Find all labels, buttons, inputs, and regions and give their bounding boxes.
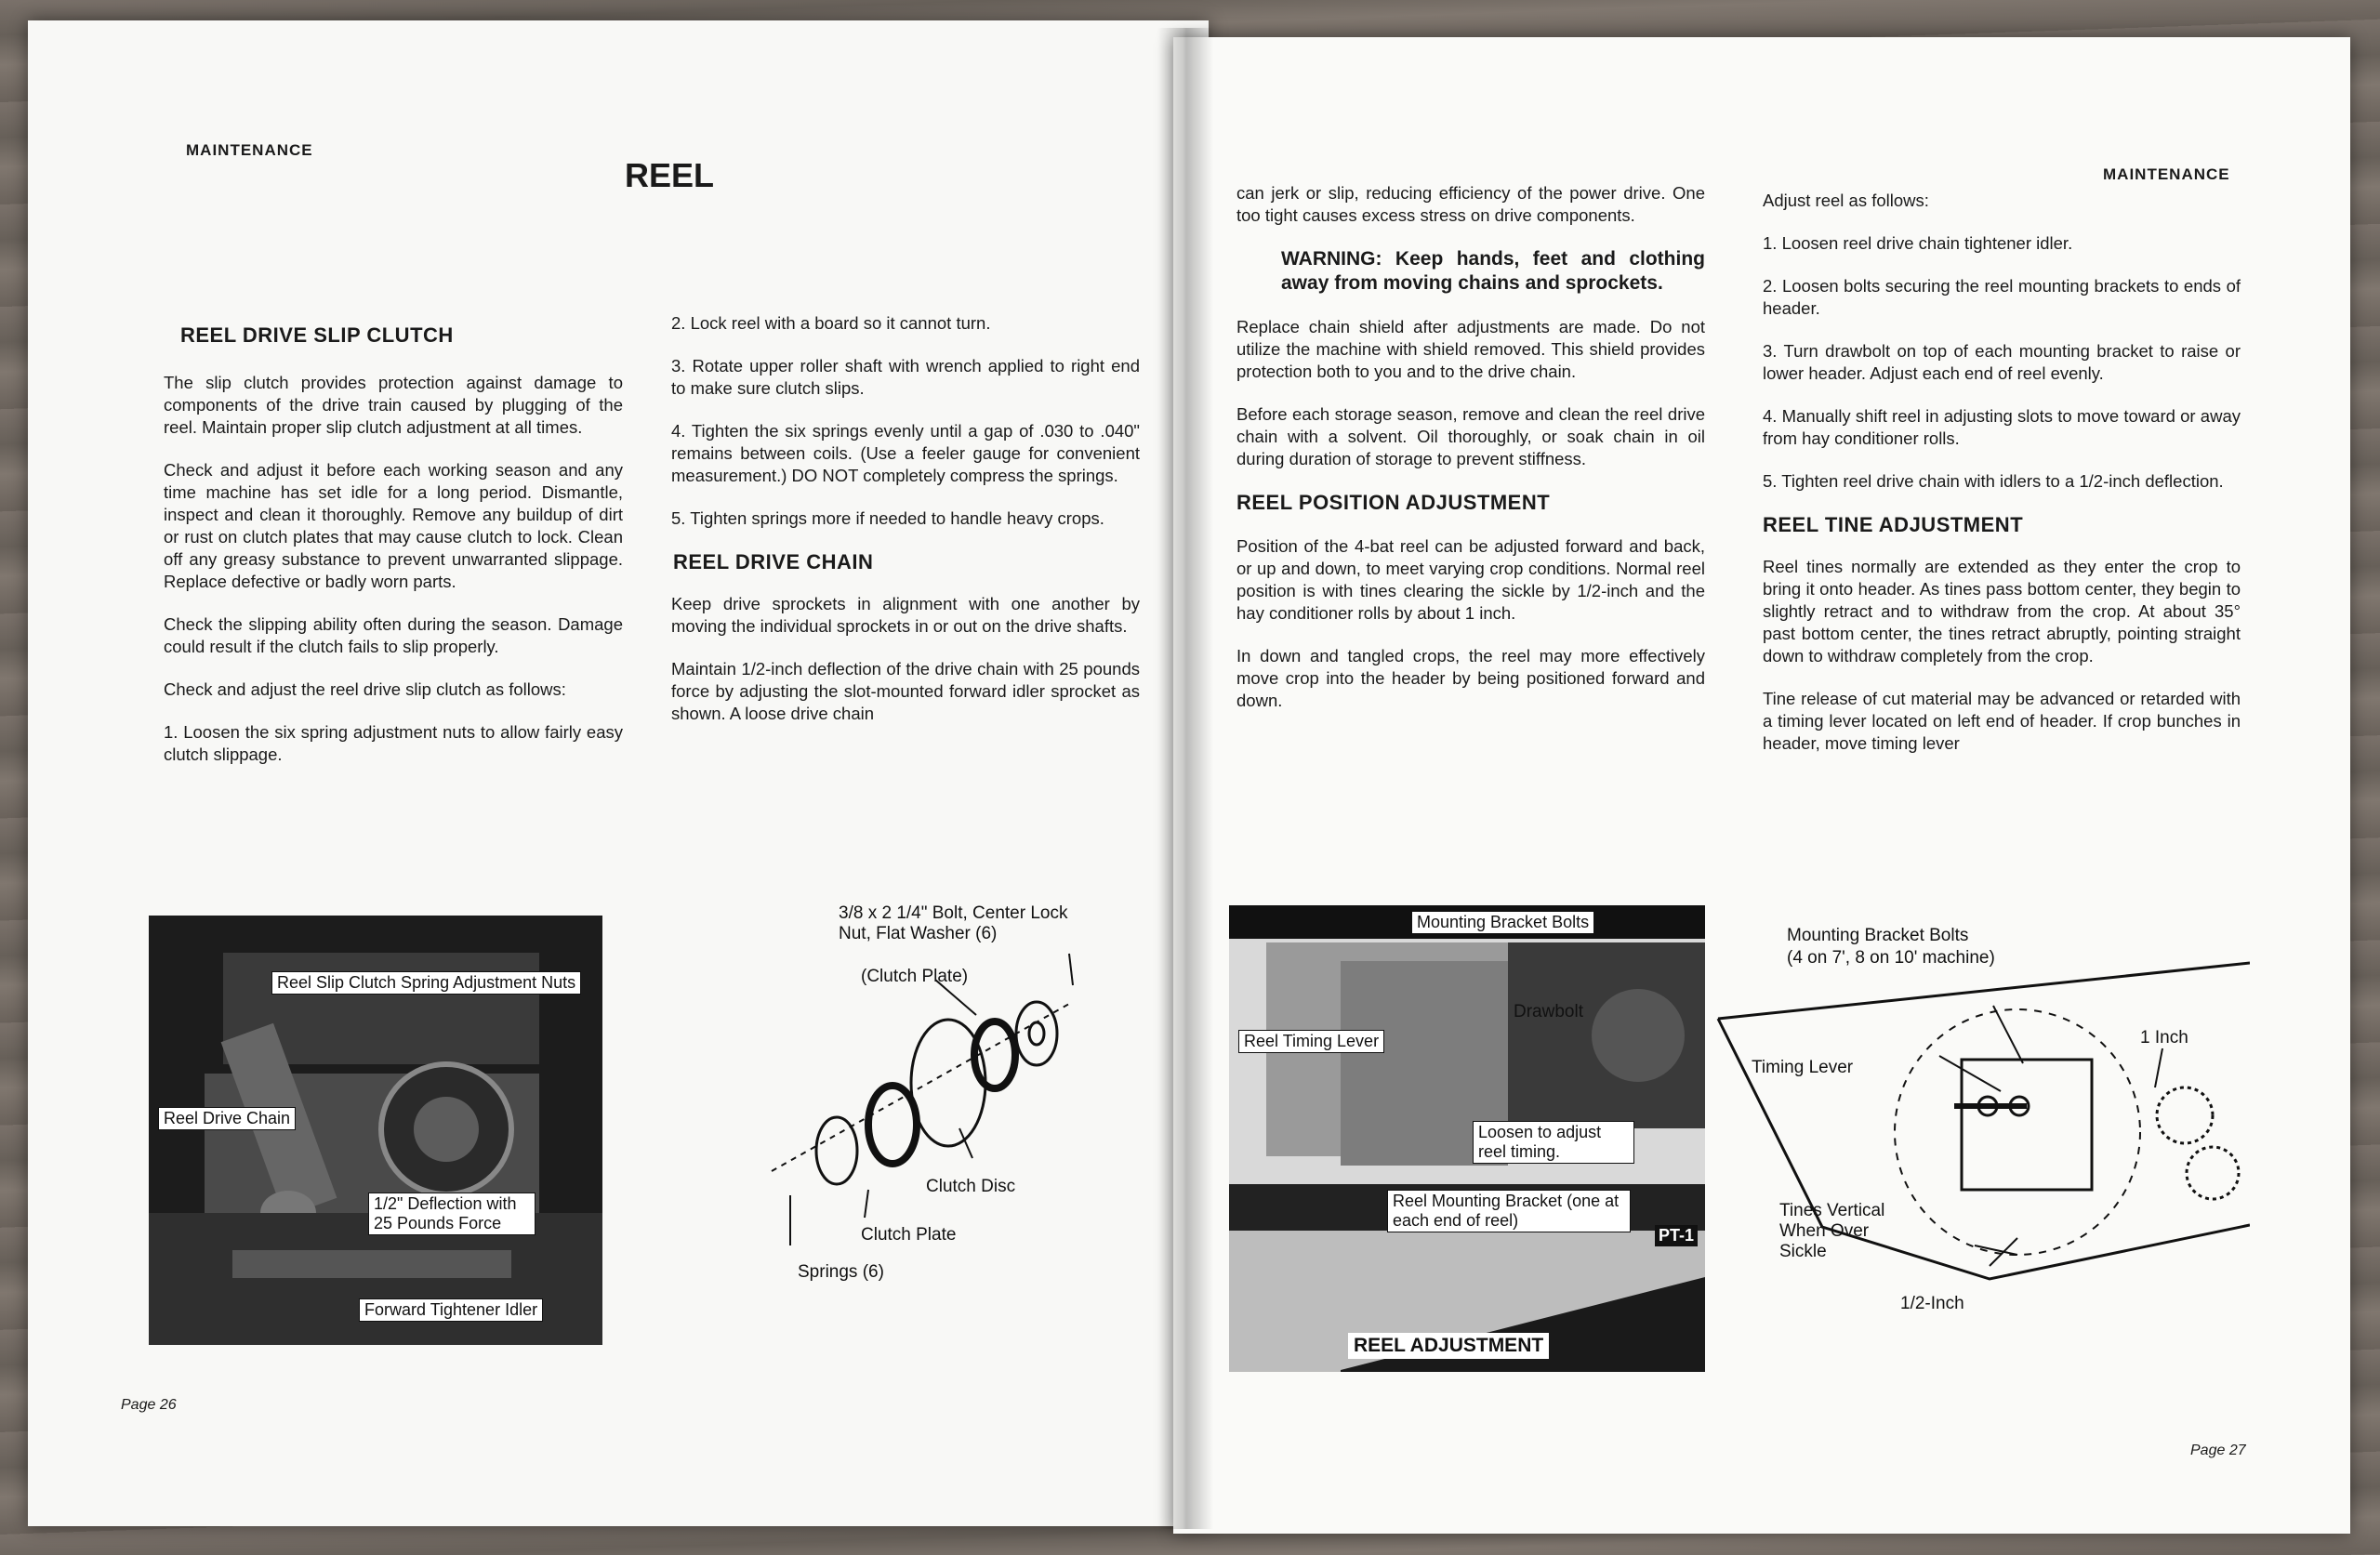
label-deflection: 1/2" Deflection with 25 Pounds Force <box>368 1193 536 1235</box>
right-column-1 <box>1236 182 1705 732</box>
label-one-inch: 1 Inch <box>2140 1028 2188 1048</box>
label-half-inch: 1/2-Inch <box>1900 1294 1964 1313</box>
paragraph: Replace chain shield after adjustments are made. Do not utilize the machine with shield removed. This shield provides protection both to you and to the drive chain. <box>1236 317 1705 381</box>
heading-drive-chain: REEL DRIVE CHAIN <box>673 550 874 573</box>
heading-reel-position: REEL POSITION ADJUSTMENT <box>1236 491 1551 514</box>
label-loosen: Loosen to adjust reel timing. <box>1473 1121 1634 1164</box>
section-label-right: MAINTENANCE <box>2103 165 2230 183</box>
slip-clutch-photo <box>149 916 602 1345</box>
label-mount-bolts-photo: Mounting Bracket Bolts <box>1411 911 1594 934</box>
label-timing-lever-diagram: Timing Lever <box>1752 1058 1854 1077</box>
label-tightener-idler: Forward Tightener Idler <box>359 1298 543 1322</box>
adjust-step-1: 1. Loosen reel drive chain tightener idler. <box>1763 233 2073 253</box>
plate-number: PT-1 <box>1655 1225 1698 1246</box>
warning-text: WARNING: Keep hands, feet and clothing away from moving chains and sprockets. <box>1281 248 1705 294</box>
label-tines-vertical: Tines Vertical When Over Sickle <box>1779 1201 1885 1261</box>
page-title: REEL <box>625 156 715 194</box>
label-mount-bracket: Reel Mounting Bracket (one at each end of reel) <box>1387 1190 1631 1232</box>
page-number-left: Page 26 <box>121 1397 177 1413</box>
step-1: 1. Loosen the six spring adjustment nuts to allow fairly easy clutch slippage. <box>164 722 623 764</box>
label-drive-chain: Reel Drive Chain <box>158 1107 296 1130</box>
heading-slip-clutch: REEL DRIVE SLIP CLUTCH <box>180 323 454 347</box>
adjust-step-4: 4. Manually shift reel in adjusting slots to move toward or away from hay conditioner rolls. <box>1763 406 2241 448</box>
paragraph: can jerk or slip, reducing efficiency of the power drive. One too tight causes excess stress on drive components. <box>1236 183 1705 225</box>
paragraph: Tine release of cut material may be advanced or retarded with a timing lever located on left end of header. If crop bunches in header, move timing lever <box>1763 689 2241 753</box>
page-number-right: Page 27 <box>2190 1443 2246 1458</box>
paragraph: Check the slipping ability often during the season. Damage could result if the clutch fails to slip properly. <box>164 614 623 656</box>
right-column-2 <box>1763 190 2241 775</box>
label-springs: Springs (6) <box>798 1262 884 1282</box>
label-timing-lever-photo: Reel Timing Lever <box>1238 1030 1384 1053</box>
label-mount-bolts-diagram: Mounting Bracket Bolts <box>1787 926 1969 945</box>
paragraph: In down and tangled crops, the reel may more effectively move crop into the header by being positioned forward and down. <box>1236 646 1705 710</box>
left-column-2 <box>671 312 1140 745</box>
step-4: 4. Tighten the six springs evenly until a gap of .030 to .040" remains between coils. (Use a feeler gauge for convenient measurement.) DO NOT completely compress the springs. <box>671 421 1140 485</box>
paragraph: Position of the 4-bat reel can be adjusted forward and back, or up and down, to meet varying crop conditions. Normal reel position is with tines clearing the sickle by 1/2-inch and the hay conditioner rolls by about 1 inch. <box>1236 536 1705 623</box>
label-clutch-plate-top: (Clutch Plate) <box>861 967 969 986</box>
photo-caption: REEL ADJUSTMENT <box>1348 1333 1549 1359</box>
label-drawbolt: Drawbolt <box>1514 1002 1583 1021</box>
heading-reel-tine: REEL TINE ADJUSTMENT <box>1763 513 2024 536</box>
adjust-step-5: 5. Tighten reel drive chain with idlers to a 1/2-inch deflection. <box>1763 471 2224 491</box>
section-label-left: MAINTENANCE <box>186 141 313 159</box>
label-mount-bolts-sub: (4 on 7', 8 on 10' machine) <box>1787 948 1995 968</box>
reel-adjustment-photo <box>1229 905 1705 1372</box>
step-2: 2. Lock reel with a board so it cannot turn. <box>671 313 991 333</box>
step-5: 5. Tighten springs more if needed to handle heavy crops. <box>671 508 1104 528</box>
adjust-step-3: 3. Turn drawbolt on top of each mounting bracket to raise or lower header. Adjust each end of reel evenly. <box>1763 341 2241 383</box>
paragraph: Maintain 1/2-inch deflection of the drive chain with 25 pounds force by adjusting the slot-mounted forward idler sprocket as shown. A loose drive chain <box>671 659 1140 723</box>
step-3: 3. Rotate upper roller shaft with wrench applied to right end to make sure clutch slips. <box>671 356 1140 398</box>
paragraph: Reel tines normally are extended as they enter the crop to bring it onto header. As tines pass bottom center, they begin to slightly retract and to withdraw from the crop. At about 35° past bottom center, the tines retract abruptly, pointing straight down to withdraw completely from the crop. <box>1763 557 2241 665</box>
paragraph: Before each storage season, remove and clean the reel drive chain with a solvent. Oil thoroughly, or soak chain in oil during duration of storage to prevent stiffness. <box>1236 404 1705 468</box>
paragraph: The slip clutch provides protection against damage to components of the drive train caused by plugging of the reel. Maintain proper slip clutch adjustment at all times. <box>164 373 623 437</box>
label-slip-clutch-nuts: Reel Slip Clutch Spring Adjustment Nuts <box>271 971 581 995</box>
label-bolt: 3/8 x 2 1/4" Bolt, Center Lock Nut, Flat Washer (6) <box>839 903 1068 943</box>
paragraph: Check and adjust it before each working season and any time machine has set idle for a long period. Dismantle, inspect and clean it thoroughly. Remove any buildup of dirt or rust on clutch plates that may cause clutch to lock. Clean off any greasy substance to prevent unwarranted slippage. Replace defective or badly worn parts. <box>164 460 623 591</box>
label-clutch-plate: Clutch Plate <box>861 1225 957 1245</box>
book-gutter <box>1157 28 1213 1529</box>
label-clutch-disc: Clutch Disc <box>926 1177 1016 1196</box>
paragraph: Keep drive sprockets in alignment with one another by moving the individual sprockets in or out on the drive shafts. <box>671 594 1140 636</box>
paragraph: Check and adjust the reel drive slip clutch as follows: <box>164 679 566 699</box>
left-column-1 <box>164 323 623 786</box>
adjust-step-2: 2. Loosen bolts securing the reel mounting brackets to ends of header. <box>1763 276 2241 318</box>
paragraph: Adjust reel as follows: <box>1763 191 1929 210</box>
